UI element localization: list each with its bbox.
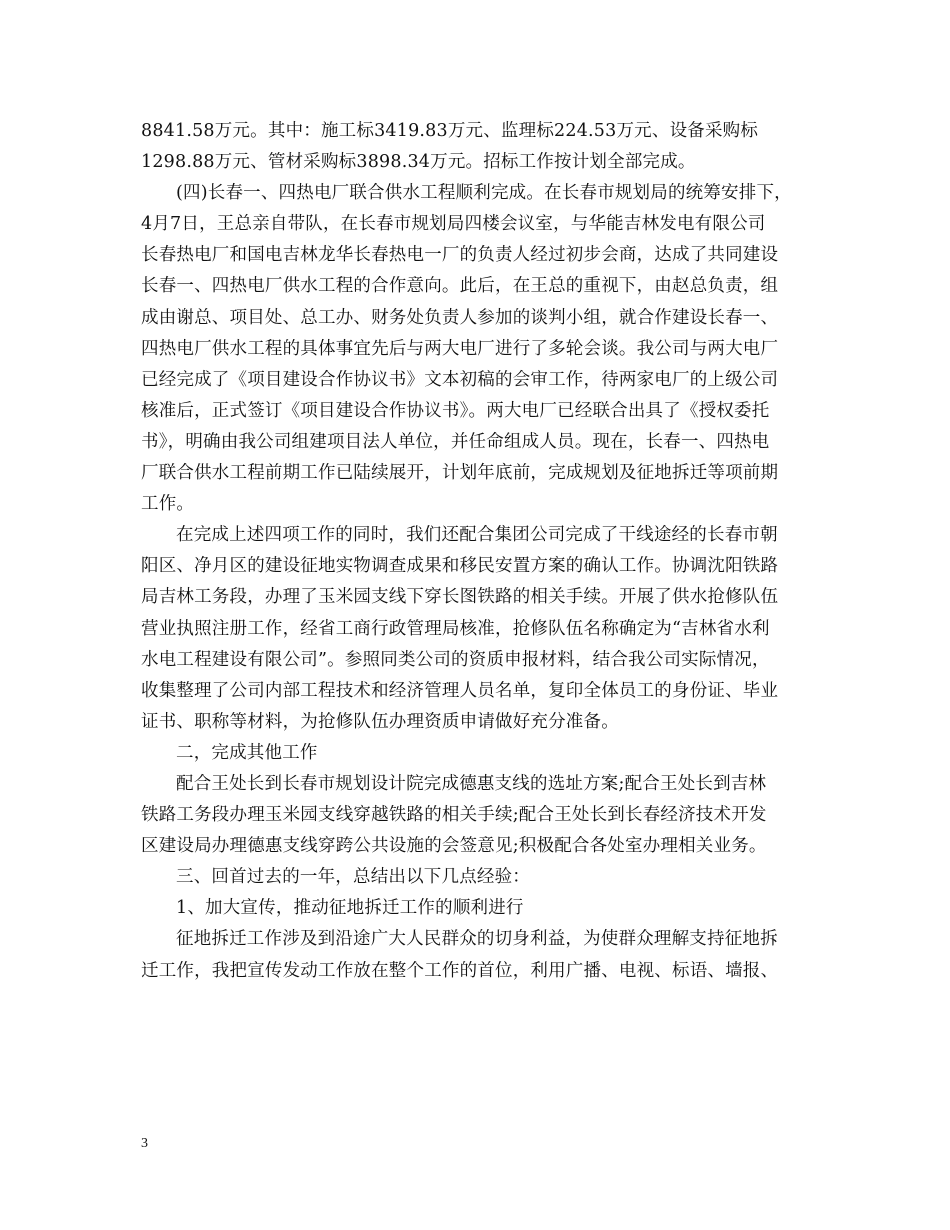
text-line: 长春热电厂和国电吉林龙华长春热电一厂的负责人经过初步会商，达成了共同建设 xyxy=(141,245,779,266)
text-line: 收集整理了公司内部工程技术和经济管理人员名单，复印全体员工的身份证、毕业 xyxy=(141,680,779,701)
text-line: 8841.58万元。其中：施工标3419.83万元、监理标224.53万元、设备采购标 xyxy=(141,121,759,141)
text-line: 工作。 xyxy=(141,494,195,515)
text-line: 征地拆迁工作涉及到沿途广大人民群众的切身利益，为使群众理解支持征地拆 xyxy=(176,929,778,950)
text-line: 厂联合供水工程前期工作已陆续展开，计划年底前，完成规划及征地拆迁等项前期 xyxy=(141,463,779,484)
text-line: 证书、职称等材料，为抢修队伍办理资质申请做好充分准备。 xyxy=(141,711,619,732)
text-line: 书》，明确由我公司组建项目法人单位，并任命组成人员。现在，长春一、四热电 xyxy=(141,431,770,452)
body-text xyxy=(141,116,831,987)
text-line: 营业执照注册工作，经省工商行政管理局核准，抢修队伍名称确定为“吉林省水利 xyxy=(141,618,770,639)
text-line: 配合王处长到长春市规划设计院完成德惠支线的选址方案;配合王处长到吉林 xyxy=(176,773,767,794)
text-line: 1、加大宣传，推动征地拆迁工作的顺利进行 xyxy=(176,898,524,919)
text-line: 局吉林工务段，办理了玉米园支线下穿长图铁路的相关手续。开展了供水抢修队伍 xyxy=(141,587,779,608)
text-line: 1298.88万元、管材采购标3898.34万元。招标工作按计划全部完成。 xyxy=(141,152,696,173)
text-line: 迁工作，我把宣传发动工作放在整个工作的首位，利用广播、电视、标语、墙报、 xyxy=(141,960,779,981)
text-line: 在完成上述四项工作的同时，我们还配合集团公司完成了干线途经的长春市朝 xyxy=(176,525,778,546)
page-number: 3 xyxy=(141,1136,148,1151)
text-line: 三、回首过去的一年，总结出以下几点经验： xyxy=(176,867,530,888)
text-line: 核准后，正式签订《项目建设合作协议书》。两大电厂已经联合出具了《授权委托 xyxy=(141,400,770,421)
text-line: 二，完成其他工作 xyxy=(176,742,318,763)
text-line: 四热电厂供水工程的具体事宜先后与两大电厂进行了多轮会谈。我公司与两大电厂 xyxy=(141,338,779,359)
text-line: 成由谢总、项目处、总工办、财务处负责人参加的谈判小组，就合作建设长春一、 xyxy=(141,307,779,328)
text-line: 长春一、四热电厂供水工程的合作意向。此后，在王总的重视下，由赵总负责，组 xyxy=(141,276,779,297)
text-line: 已经完成了《项目建设合作协议书》文本初稿的会审工作，待两家电厂的上级公司 xyxy=(141,369,779,390)
text-line: 4月7日，王总亲自带队，在长春市规划局四楼会议室，与华能吉林发电有限公司 xyxy=(141,214,766,235)
text-line: 铁路工务段办理玉米园支线穿越铁路的相关手续;配合王处长到长春经济技术开发 xyxy=(141,805,767,826)
text-line: 水电工程建设有限公司”。参照同类公司的资质申报材料，结合我公司实际情况， xyxy=(141,649,770,670)
text-line: 阳区、净月区的建设征地实物调查成果和移民安置方案的确认工作。协调沈阳铁路 xyxy=(141,556,779,577)
text-line: (四)长春一、四热电厂联合供水工程顺利完成。在长春市规划局的统筹安排下， xyxy=(176,183,792,204)
text-line: 区建设局办理德惠支线穿跨公共设施的会签意见;积极配合各处室办理相关业务。 xyxy=(141,836,767,857)
